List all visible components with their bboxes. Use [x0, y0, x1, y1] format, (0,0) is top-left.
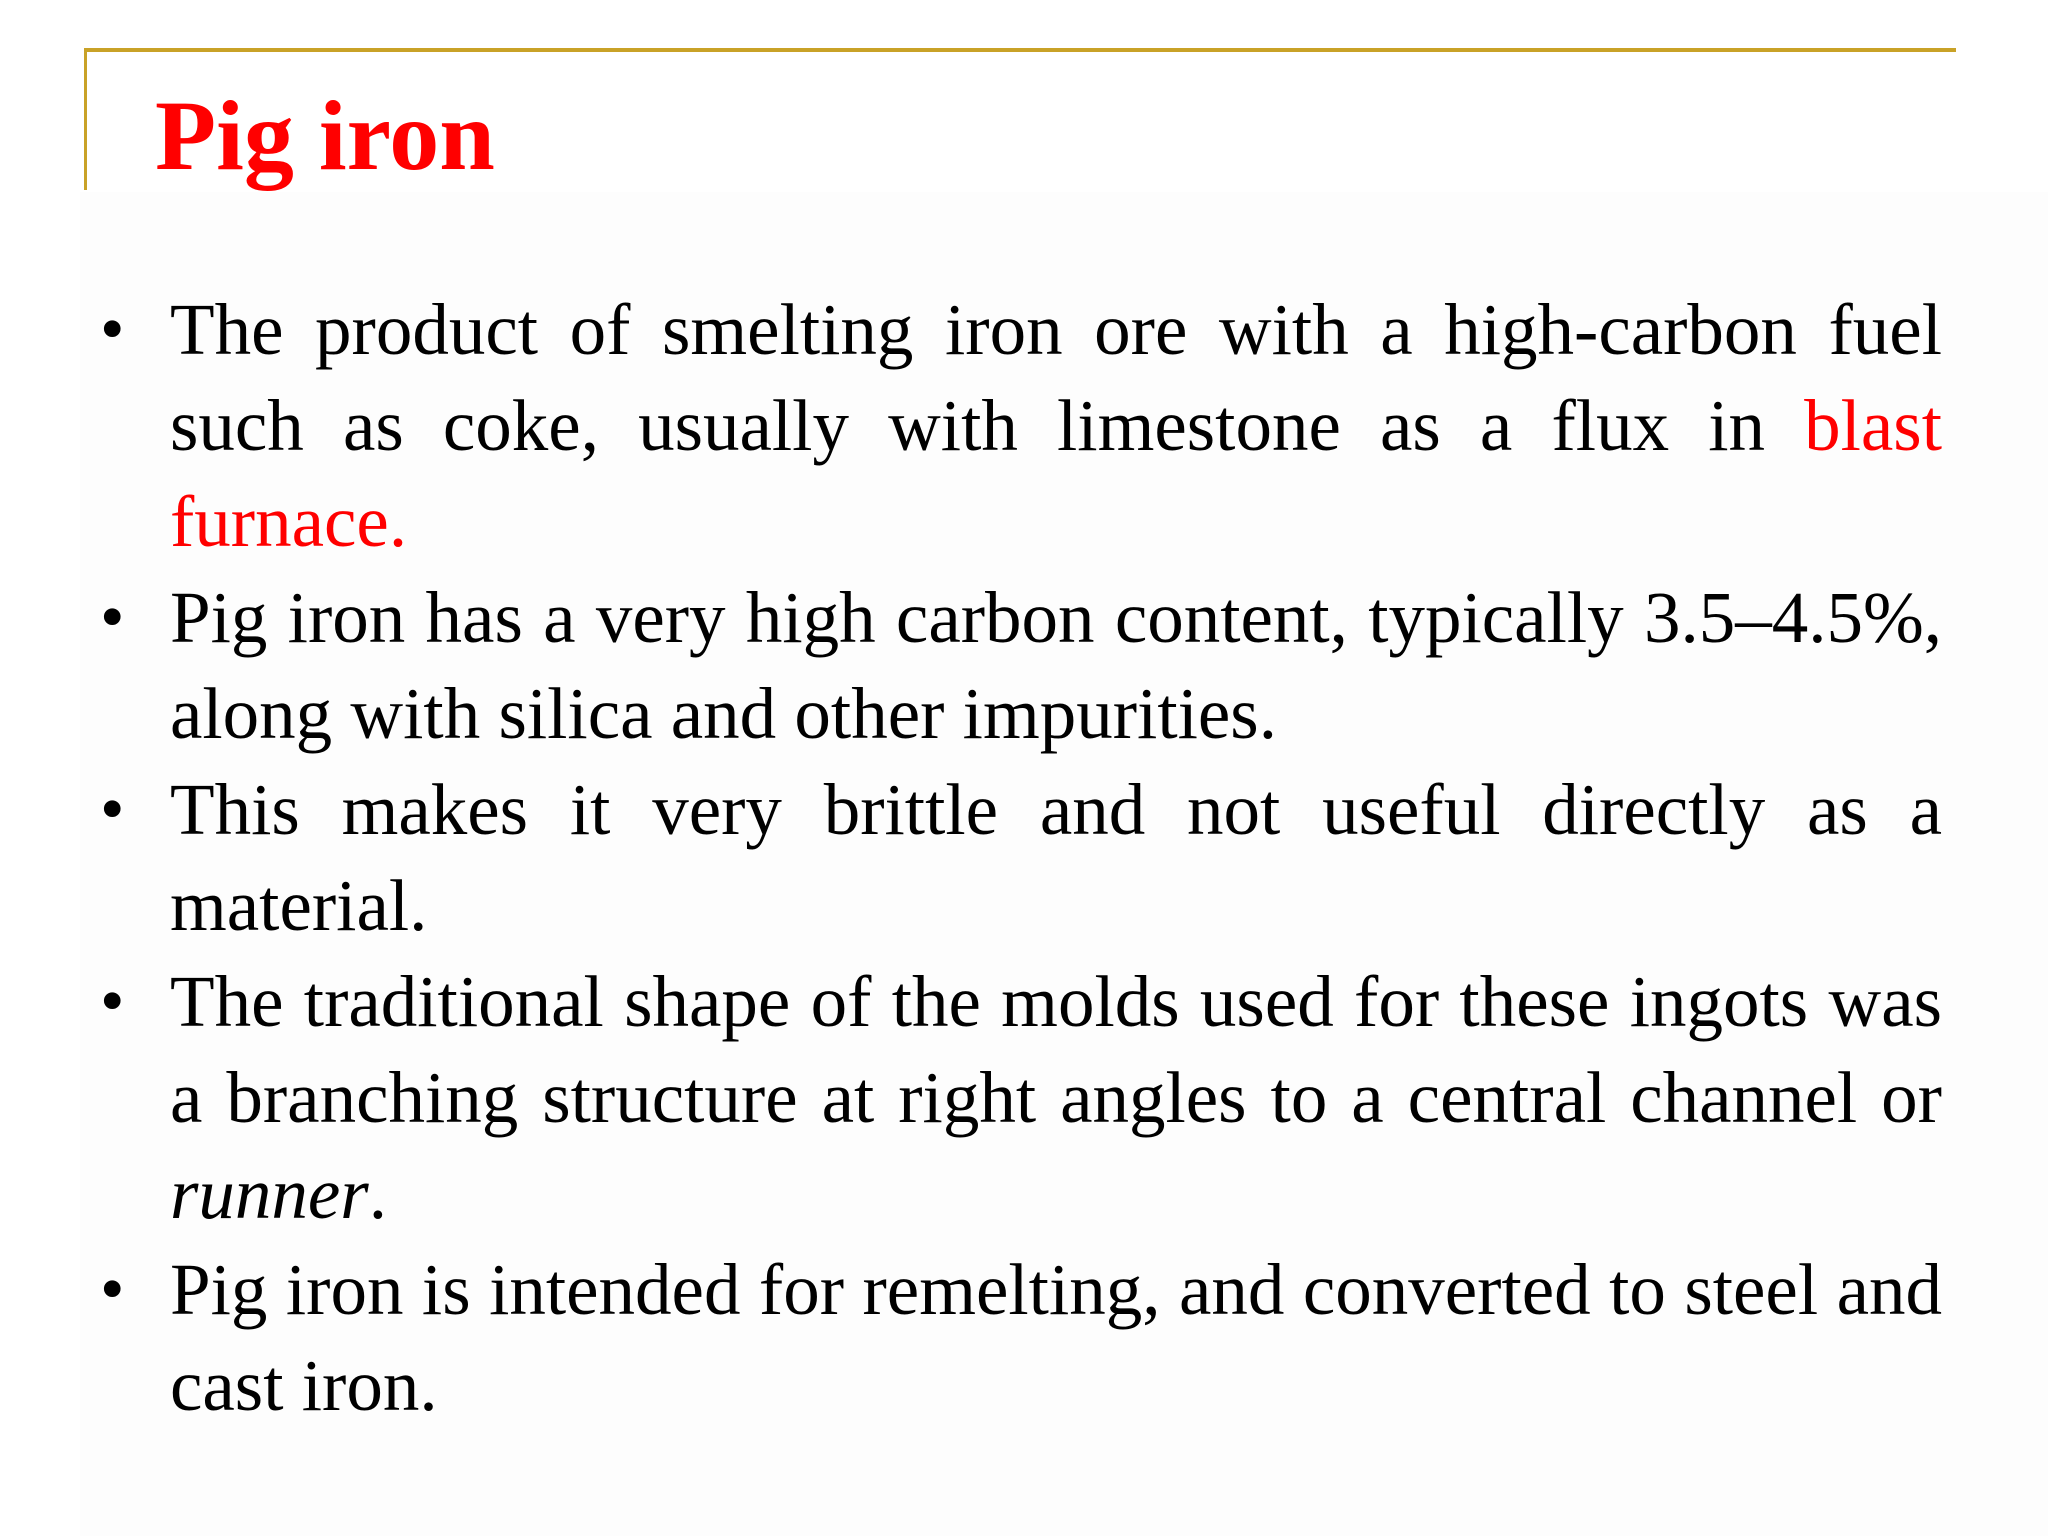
bullet-item-2 [100, 570, 1942, 762]
bullet-list [100, 282, 1942, 1434]
bullet-dot-icon: • [100, 963, 125, 1040]
bullet-4-italic: runner [170, 1153, 369, 1234]
bullet-3-text: This makes it very brittle and not useful directly as a material. [170, 769, 1942, 946]
bullet-4-text-end: . [368, 1153, 387, 1234]
bullet-dot-icon: • [100, 291, 125, 368]
bullet-item-5 [100, 1242, 1942, 1434]
bullet-dot-icon: • [100, 579, 125, 656]
bullet-1-highlight: blast furnace. [170, 385, 1942, 562]
bullet-4-text: The traditional shape of the molds used for these ingots was a branching structure at right angles to a central channel or [170, 961, 1942, 1138]
bullet-5-text: Pig iron is intended for remelting, and converted to steel and cast iron. [170, 1249, 1942, 1426]
bullet-item-4 [100, 954, 1942, 1242]
title-top-rule [84, 48, 1956, 52]
bullet-item-1 [100, 282, 1942, 570]
bullet-item-3 [100, 762, 1942, 954]
bullet-dot-icon: • [100, 771, 125, 848]
bullet-dot-icon: • [100, 1251, 125, 1328]
title-left-rule [84, 48, 87, 190]
bullet-2-text: Pig iron has a very high carbon content, typically 3.5–4.5%, along with silica and other impurities. [170, 577, 1942, 754]
bullet-1-text: The product of smelting iron ore with a high-carbon fuel such as coke, usually with limestone as a flux in [170, 289, 1942, 466]
slide-title: Pig iron [155, 80, 495, 191]
